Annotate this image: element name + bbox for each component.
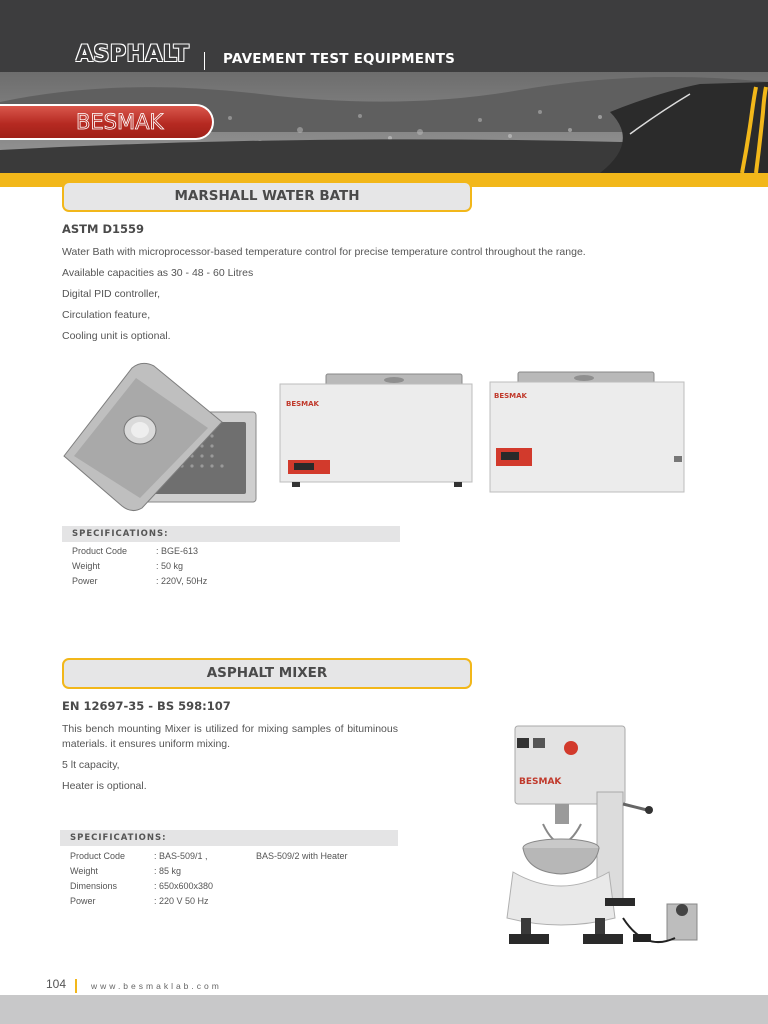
description-line: Available capacities as 30 - 48 - 60 Litres — [62, 267, 254, 279]
title-separator — [204, 52, 205, 70]
spec-value: : 220 V 50 Hz — [154, 896, 209, 906]
spec-extra: BAS-509/2 with Heater — [256, 851, 348, 861]
specifications-header: SPECIFICATIONS: — [62, 526, 400, 542]
page-number-separator — [75, 979, 77, 993]
section-heading-water-bath: MARSHALL WATER BATH — [62, 181, 472, 212]
water-bath-large-image — [488, 368, 686, 496]
bath-brand-label: BESMAK — [286, 400, 319, 408]
water-bath-small-image — [278, 370, 474, 490]
footer-bar — [0, 995, 768, 1024]
spec-value: : 85 kg — [154, 866, 182, 876]
description-line: Digital PID controller, — [62, 288, 161, 300]
spec-value: : BAS-509/1 , — [154, 851, 208, 861]
page-number: 104 — [46, 977, 67, 991]
asphalt-mixer-image — [505, 722, 703, 954]
description-line: Cooling unit is optional. — [62, 330, 171, 342]
spec-label: Weight — [72, 561, 100, 571]
mixer-brand-label: BESMAK — [519, 777, 562, 787]
spec-label: Dimensions — [70, 881, 118, 891]
description-line: Water Bath with microprocessor-based temperature control for precise temperature control throughout the range. — [62, 246, 586, 258]
spec-label: Product Code — [72, 546, 128, 556]
spec-value: : 220V, 50Hz — [156, 576, 208, 586]
standard-code: EN 12697-35 - BS 598:107 — [62, 699, 231, 713]
spec-label: Weight — [70, 866, 98, 876]
water-bath-lid-open-image — [62, 356, 260, 514]
spec-label: Power — [70, 896, 96, 906]
spec-value: : 650x600x380 — [154, 881, 214, 891]
description-line: Heater is optional. — [62, 780, 147, 792]
spec-value: : BGE-613 — [156, 546, 199, 556]
section-heading-asphalt-mixer: ASPHALT MIXER — [62, 658, 472, 689]
brand-subtitle: PAVEMENT TEST EQUIPMENTS — [223, 51, 456, 67]
besmak-logo-tab — [0, 104, 214, 140]
spec-label: Power — [72, 576, 98, 586]
standard-code: ASTM D1559 — [62, 222, 145, 236]
bath-brand-label: BESMAK — [494, 392, 527, 400]
spec-value: : 50 kg — [156, 561, 184, 571]
specifications-header: SPECIFICATIONS: — [60, 830, 398, 846]
besmak-logo: BESMAK — [76, 110, 164, 134]
description-line: 5 lt capacity, — [62, 759, 120, 771]
description-paragraph: This bench mounting Mixer is utilized for mixing samples of bituminous materials. it ensures uniform mixing. — [62, 723, 398, 750]
brand-title: ASPHALT — [76, 42, 190, 67]
description-line: Circulation feature, — [62, 309, 151, 321]
website-url: www.besmaklab.com — [91, 981, 222, 991]
spec-label: Product Code — [70, 851, 126, 861]
